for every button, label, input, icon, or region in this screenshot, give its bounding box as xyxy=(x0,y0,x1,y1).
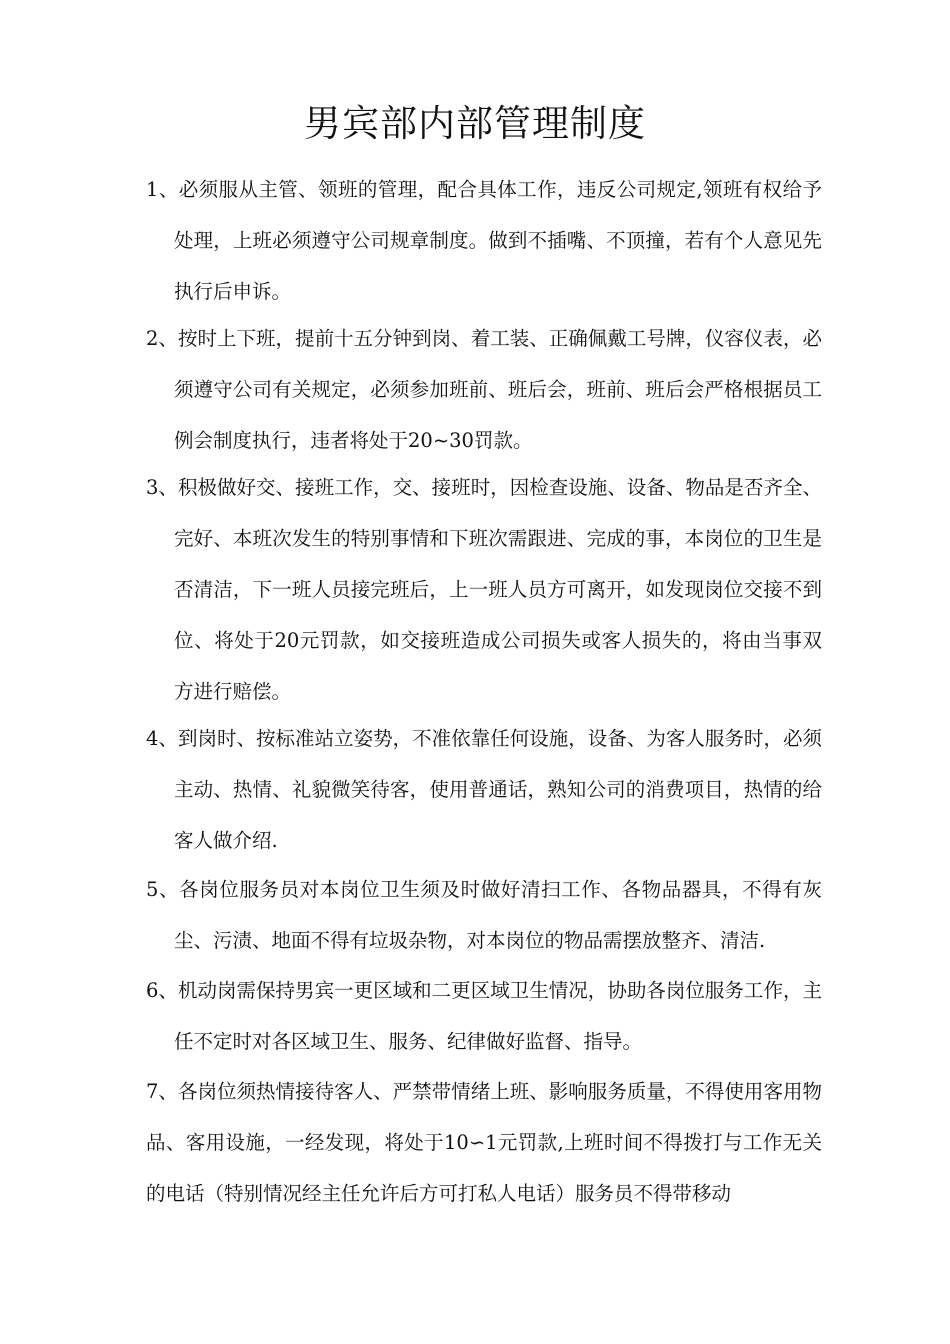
clause-2 xyxy=(146,313,822,466)
clause-number: 4、 xyxy=(146,727,178,750)
clause-number: 3、 xyxy=(146,476,178,499)
clause-7 xyxy=(146,1066,822,1219)
clause-text: 各岗位服务员对本岗位卫生须及时做好清扫工作、各物品器具，不得有灰尘、污渍、地面不得有垃圾杂物，对本岗位的物品需摆放整齐、清洁. xyxy=(174,878,822,952)
clause-text: 按时上下班，提前十五分钟到岗、着工装、正确佩戴工号牌，仪容仪表，必须遵守公司有关规定，必须参加班前、班后会，班前、班后会严格根据员工例会制度执行，违者将处于20~30罚款。 xyxy=(174,327,822,452)
clause-number: 5、 xyxy=(146,878,180,901)
document-title: 男宾部内部管理制度 xyxy=(304,102,646,145)
clause-number: 1、 xyxy=(146,178,179,201)
clause-text: 积极做好交、接班工作，交、接班时，因检查设施、设备、物品是否齐全、完好、本班次发生的特别事情和下班次需跟进、完成的事，本岗位的卫生是否清洁，下一班人员接完班后，上一班人员方可离开，如发现岗位交接不到位、将处于20元罚款，如交接班造成公司损失或客人损失的，将由当事双方进行赔偿。 xyxy=(174,476,822,703)
clause-text: 必须服从主管、领班的管理，配合具体工作，违反公司规定,领班有权给予处理，上班必须遵守公司规章制度。做到不插嘴、不顶撞，若有个人意见先执行后申诉。 xyxy=(174,178,822,303)
clause-number: 6、 xyxy=(146,979,178,1002)
clause-3 xyxy=(146,462,822,717)
clause-number: 2、 xyxy=(146,327,178,350)
clause-1 xyxy=(146,164,822,317)
clause-number: 7、 xyxy=(146,1080,178,1103)
clause-text: 机动岗需保持男宾一更区域和二更区域卫生情况，协助各岗位服务工作，主任不定时对各区域卫生、服务、纪律做好监督、指导。 xyxy=(174,979,822,1053)
clause-text: 各岗位须热情接待客人、严禁带情绪上班、影响服务质量，不得使用客用物品、客用设施，一经发现，将处于10∽1元罚款,上班时间不得拨打与工作无关的电话（特别情况经主任允许后方可打私人电话）服务员不得带移动 xyxy=(146,1080,822,1205)
clause-4 xyxy=(146,713,822,866)
clause-6 xyxy=(146,965,822,1067)
clause-text: 到岗时、按标准站立姿势，不准依靠任何设施，设备、为客人服务时，必须主动、热情、礼貌微笑待客，使用普通话，熟知公司的消费项目，热情的给客人做介绍. xyxy=(174,727,822,852)
clause-5 xyxy=(146,864,822,966)
